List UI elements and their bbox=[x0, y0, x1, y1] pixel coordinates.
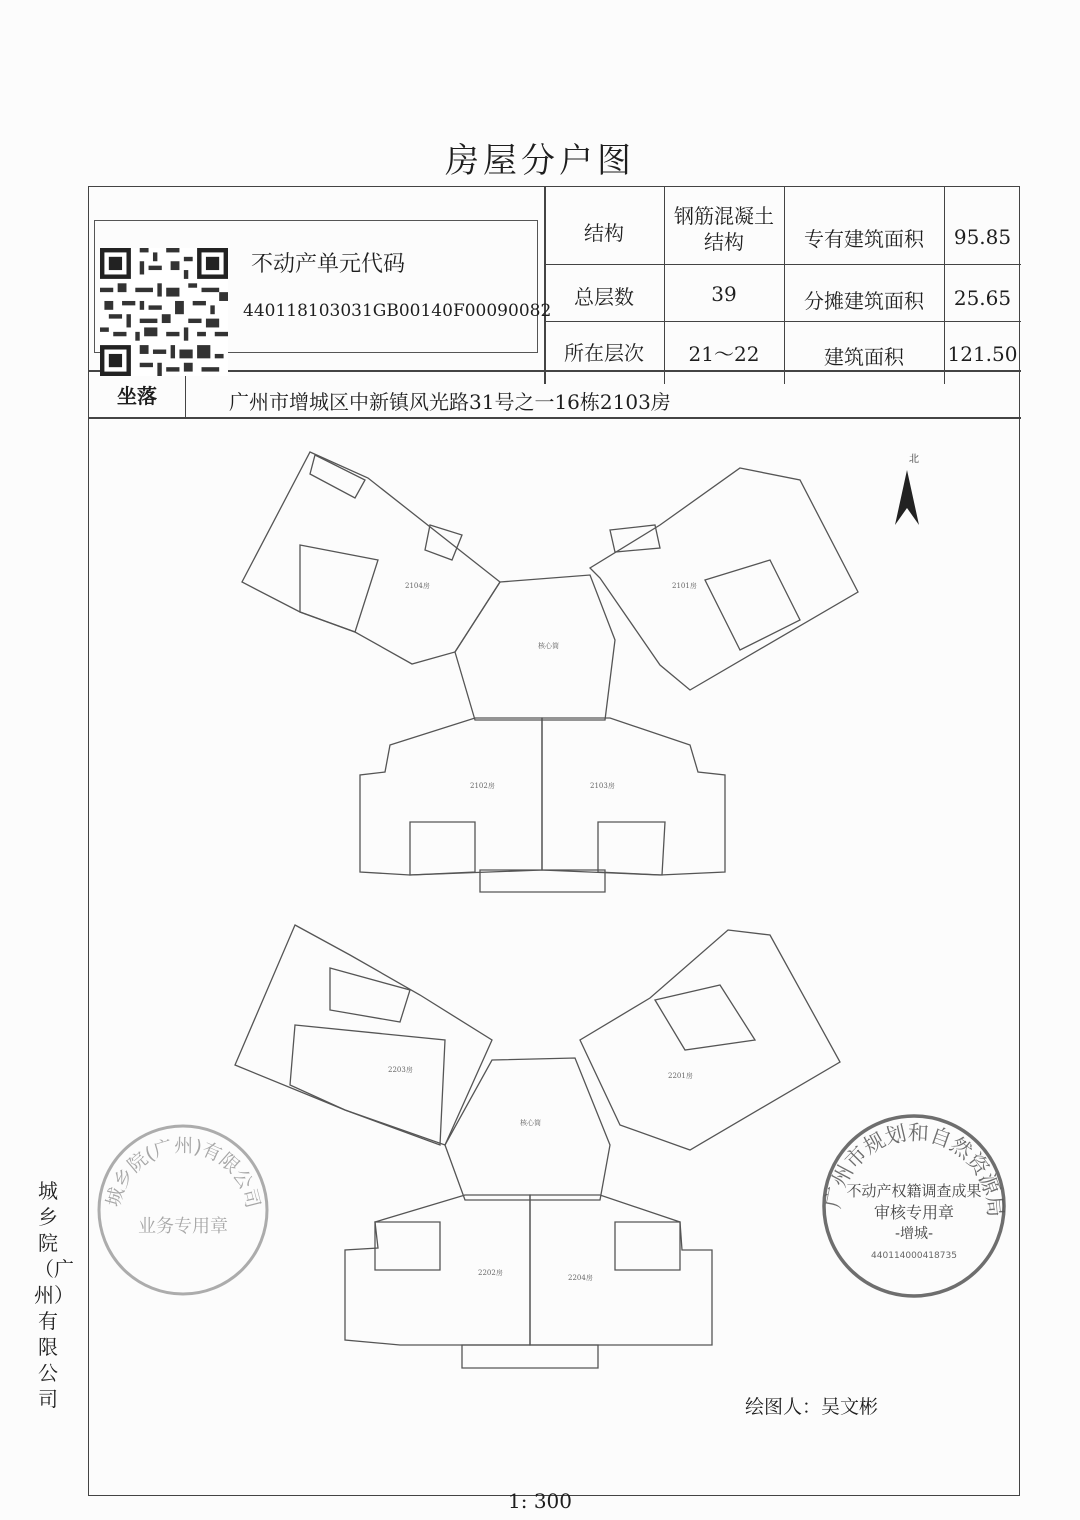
total-floors-label: 总层数 bbox=[574, 285, 634, 309]
company-seal-stamp bbox=[93, 1120, 273, 1300]
scale-label: 1: 300 bbox=[508, 1489, 572, 1513]
unit-code-label: 不动产单元代码 bbox=[251, 252, 406, 277]
structure-value-line2: 结构 bbox=[704, 230, 744, 254]
unit-outline bbox=[580, 930, 840, 1150]
shared-area-value: 25.65 bbox=[953, 286, 1012, 310]
vertical-company-name: 城乡院（广州）有限公司 bbox=[34, 1179, 74, 1411]
balcony-outline bbox=[462, 1345, 598, 1368]
unit-outline bbox=[542, 718, 725, 875]
unit-code-value: 440118103031GB00140F00090082 bbox=[243, 301, 552, 321]
unit-label: 2103房 bbox=[590, 782, 615, 790]
room-outline bbox=[330, 968, 410, 1022]
page-title: 房屋分户图 bbox=[445, 141, 635, 181]
core-label: 核心筒 bbox=[520, 1119, 541, 1127]
seal-center-text: 业务专用章 bbox=[138, 1216, 228, 1237]
unit-label: 2202房 bbox=[478, 1269, 503, 1277]
room-outline bbox=[300, 545, 378, 632]
seal-line2: 审核专用章 bbox=[873, 1203, 955, 1222]
seal-ring-text: 广州市规划和自然资源局 bbox=[820, 1120, 1008, 1219]
room-outline bbox=[425, 525, 462, 560]
seal-line3: -增城- bbox=[894, 1226, 934, 1242]
seal-serial: 440114000418735 bbox=[871, 1251, 957, 1261]
room-outline bbox=[290, 1025, 445, 1145]
unit-label: 2101房 bbox=[672, 582, 697, 590]
room-outline bbox=[705, 560, 800, 650]
location-value: 广州市增城区中新镇风光路31号之一16栋2103房 bbox=[229, 390, 671, 414]
floor-label: 所在层次 bbox=[564, 341, 644, 365]
unit-label: 2204房 bbox=[568, 1274, 593, 1282]
building-area-label: 建筑面积 bbox=[824, 345, 904, 369]
bureau-seal-stamp bbox=[818, 1110, 1010, 1302]
drawer-name: 绘图人：吴文彬 bbox=[745, 1396, 879, 1418]
exclusive-area-value: 95.85 bbox=[953, 225, 1012, 249]
exclusive-area-label: 专有建筑面积 bbox=[804, 227, 924, 251]
building-area-value: 121.50 bbox=[947, 342, 1018, 366]
unit-outline bbox=[235, 925, 492, 1145]
floor-value: 21～22 bbox=[688, 342, 760, 366]
room-outline bbox=[598, 822, 665, 875]
room-outline bbox=[655, 985, 755, 1050]
room-outline bbox=[310, 455, 365, 498]
core-outline bbox=[445, 1058, 610, 1200]
core-label: 核心筒 bbox=[538, 642, 559, 650]
balcony-outline bbox=[480, 870, 605, 892]
unit-label: 2104房 bbox=[405, 582, 430, 590]
unit-label: 2203房 bbox=[388, 1066, 413, 1074]
unit-outline bbox=[360, 718, 542, 875]
north-label: 北 bbox=[909, 454, 919, 465]
shared-area-label: 分摊建筑面积 bbox=[804, 289, 924, 313]
total-floors-value: 39 bbox=[711, 282, 737, 306]
north-arrow-icon bbox=[895, 470, 919, 525]
seal-ring-text: 城乡院(广州)有限公司 bbox=[102, 1134, 264, 1211]
unit-label: 2102房 bbox=[470, 782, 495, 790]
seal-line1: 不动产权籍调查成果 bbox=[846, 1182, 982, 1200]
room-outline bbox=[410, 822, 475, 875]
structure-label: 结构 bbox=[584, 221, 624, 245]
unit-label: 2201房 bbox=[668, 1072, 693, 1080]
structure-value-line1: 钢筋混凝土 bbox=[674, 204, 774, 228]
location-label: 坐落 bbox=[117, 384, 157, 408]
core-outline bbox=[455, 575, 615, 720]
room-outline bbox=[615, 1222, 680, 1270]
room-outline bbox=[375, 1222, 440, 1270]
unit-outline bbox=[590, 468, 858, 690]
